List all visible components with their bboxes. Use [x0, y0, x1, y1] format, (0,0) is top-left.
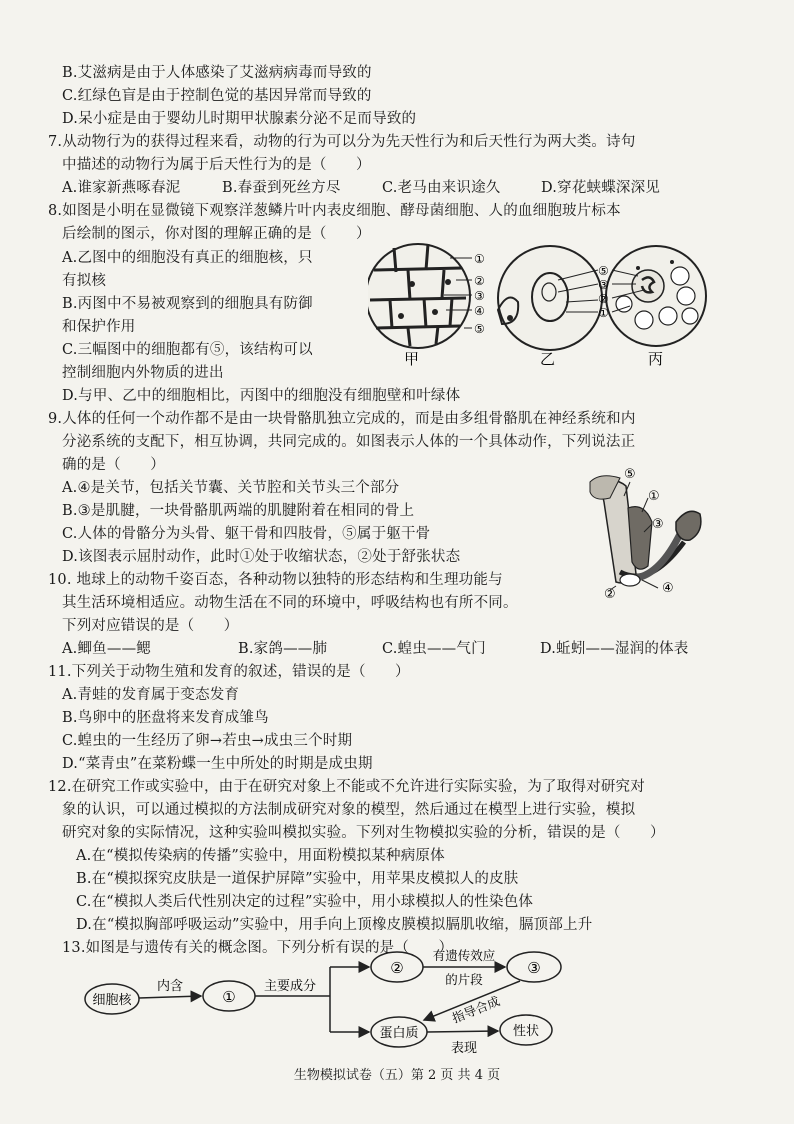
callout-jia-1: ① [474, 252, 485, 266]
figure-yi-yeast-cell [498, 246, 602, 350]
arm-callout-1: ① [648, 489, 660, 504]
q9-stem-1: 9.人体的任何一个动作都不是由一块骨骼肌独立完成的，而是由多组骨骼肌在神经系统和内 [48, 411, 636, 427]
arm-callout-5: ⑤ [624, 467, 636, 482]
q9-option-c: C.人体的骨骼分为头骨、躯干骨和四肢骨，⑤属于躯干骨 [62, 526, 431, 542]
callout-jia-5: ⑤ [474, 322, 485, 336]
q8-option-b-1: B.丙图中不易被观察到的细胞具有防御 [62, 296, 313, 312]
node-nucleus-label: 细胞核 [92, 993, 132, 1008]
q7-stem-1: 7.从动物行为的获得过程来看，动物的行为可以分为先天性行为和后天性行为两大类。诗句 [48, 134, 636, 150]
q6-option-d: D.呆小症是由于婴幼儿时期甲状腺素分泌不足而导致的 [62, 111, 417, 127]
page-footer: 生物模拟试卷（五）第 2 页 共 4 页 [293, 1068, 501, 1083]
q8-stem-2: 后绘制的图示，你对图的理解正确的是（ ） [62, 226, 371, 242]
q7-option-b: B.春蚕到死丝方尽 [222, 180, 341, 196]
figure-label-yi: 乙 [540, 350, 556, 368]
q11-option-d: D.“菜青虫”在菜粉蝶一生中所处的时期是成虫期 [62, 756, 373, 772]
figure-label-jia: 甲 [404, 350, 420, 368]
callout-bing-3: ③ [598, 278, 609, 292]
callout-jia-2: ② [474, 274, 485, 288]
q12-option-c: C.在“模拟人类后代性别决定的过程”实验中，用小球模拟人的性染色体 [76, 894, 534, 910]
q9-stem-3: 确的是（ ） [62, 457, 165, 473]
arm-callout-4: ④ [662, 581, 674, 596]
edge-guide-label: 指导合成 [449, 993, 502, 1026]
q7-option-c: C.老马由来识途久 [382, 180, 501, 196]
q13-stem: 13.如图是与遗传有关的概念图。下列分析有误的是（ ） [62, 940, 454, 956]
q11-option-b: B.鸟卵中的胚盘将来发育成雏鸟 [62, 710, 269, 726]
callout-bing-5: ⑤ [598, 264, 609, 278]
q12-stem-3: 研究对象的实际情况，这种实验叫模拟实验。下列对生物模拟实验的分析，错误的是（ ） [62, 825, 665, 841]
node-protein-label: 蛋白质 [379, 1026, 419, 1041]
edge-contains-label: 内含 [156, 979, 184, 994]
callout-bing-1: ① [598, 306, 609, 320]
q8-cell-figure [368, 240, 728, 370]
q10-option-d: D.蚯蚓——湿润的体表 [540, 641, 689, 657]
q10-option-c: C.蝗虫——气门 [382, 641, 486, 657]
q9-arm-figure [580, 462, 720, 610]
edge-express-label: 表现 [450, 1041, 478, 1056]
edge-fragment-label-1: 有遗传效应 [432, 948, 496, 963]
arm-callout-2: ② [604, 587, 616, 602]
callout-bing-2: ② [598, 292, 609, 306]
q12-option-d: D.在“模拟胸部呼吸运动”实验中，用手向上顶橡皮膜模拟膈肌收缩，膈顶部上升 [76, 917, 593, 933]
q8-option-a-1: A.乙图中的细胞没有真正的细胞核，只 [62, 250, 313, 266]
q8-option-a-2: 有拟核 [62, 273, 107, 289]
arm-callout-3: ③ [652, 517, 664, 532]
node-trait-label: 性状 [512, 1024, 540, 1039]
q6-option-c: C.红绿色盲是由于控制色觉的基因异常而导致的 [62, 88, 372, 104]
q8-option-c-2: 控制细胞内外物质的进出 [62, 365, 224, 381]
q7-option-a: A.谁家新燕啄春泥 [62, 180, 181, 196]
q9-option-d: D.该图表示屈肘动作，此时①处于收缩状态，②处于舒张状态 [62, 549, 461, 565]
q10-option-b: B.家鸽——肺 [238, 641, 328, 657]
q11-option-c: C.蝗虫的一生经历了卵→若虫→成虫三个时期 [62, 733, 353, 749]
q9-option-a: A.④是关节，包括关节囊、关节腔和关节头三个部分 [62, 480, 400, 496]
q12-option-b: B.在“模拟探究皮肤是一道保护屏障”实验中，用苹果皮模拟人的皮肤 [76, 871, 519, 887]
edge-main-label: 主要成分 [263, 979, 317, 994]
q13-concept-diagram [84, 948, 584, 1056]
q12-stem-2: 象的认识，可以通过模拟的方法制成研究对象的模型，然后通过在模型上进行实验，模拟 [62, 802, 636, 818]
q9-stem-2: 分泌系统的支配下，相互协调，共同完成的。如图表示人体的一个具体动作，下列说法正 [62, 434, 636, 450]
callout-jia-3: ③ [474, 289, 485, 303]
q8-stem-1: 8.如图是小明在显微镜下观察洋葱鳞片叶内表皮细胞、酵母菌细胞、人的血细胞玻片标本 [48, 203, 621, 219]
q10-stem-2: 其生活环境相适应。动物生活在不同的环境中，呼吸结构也有所不同。 [62, 595, 518, 611]
node-3-label: ③ [527, 959, 541, 977]
callout-jia-4: ④ [474, 304, 485, 318]
q11-option-a: A.青蛙的发育属于变态发育 [62, 687, 240, 703]
node-2-label: ② [390, 959, 404, 977]
q8-option-d: D.与甲、乙中的细胞相比，丙图中的细胞没有细胞壁和叶绿体 [62, 388, 461, 404]
q12-option-a: A.在“模拟传染病的传播”实验中，用面粉模拟某种病原体 [76, 848, 445, 864]
q6-option-b: B.艾滋病是由于人体感染了艾滋病病毒而导致的 [62, 65, 372, 81]
q8-option-b-2: 和保护作用 [62, 319, 136, 335]
q9-option-b: B.③是肌腱，一块骨骼肌两端的肌腱附着在相同的骨上 [62, 503, 415, 519]
figure-label-bing: 丙 [648, 350, 664, 368]
edge-fragment-label-2: 的片段 [445, 972, 483, 987]
q7-stem-2: 中描述的动物行为属于后天性行为的是（ ） [62, 157, 371, 173]
q12-stem-1: 12.在研究工作或实验中，由于在研究对象上不能或不允许进行实际实验，为了取得对研究对 [48, 779, 645, 795]
q10-stem-3: 下列对应错误的是（ ） [62, 618, 239, 634]
q11-stem: 11.下列关于动物生殖和发育的叙述，错误的是（ ） [48, 664, 410, 680]
figure-jia-onion-cells [368, 244, 470, 348]
q7-option-d: D.穿花蛱蝶深深见 [541, 180, 661, 196]
q10-stem-1: 10. 地球上的动物千姿百态，各种动物以独特的形态结构和生理功能与 [48, 572, 503, 588]
q8-option-c-1: C.三幅图中的细胞都有⑤，该结构可以 [62, 342, 313, 358]
q10-option-a: A.鲫鱼——鳃 [62, 641, 151, 657]
node-1-label: ① [222, 988, 236, 1006]
